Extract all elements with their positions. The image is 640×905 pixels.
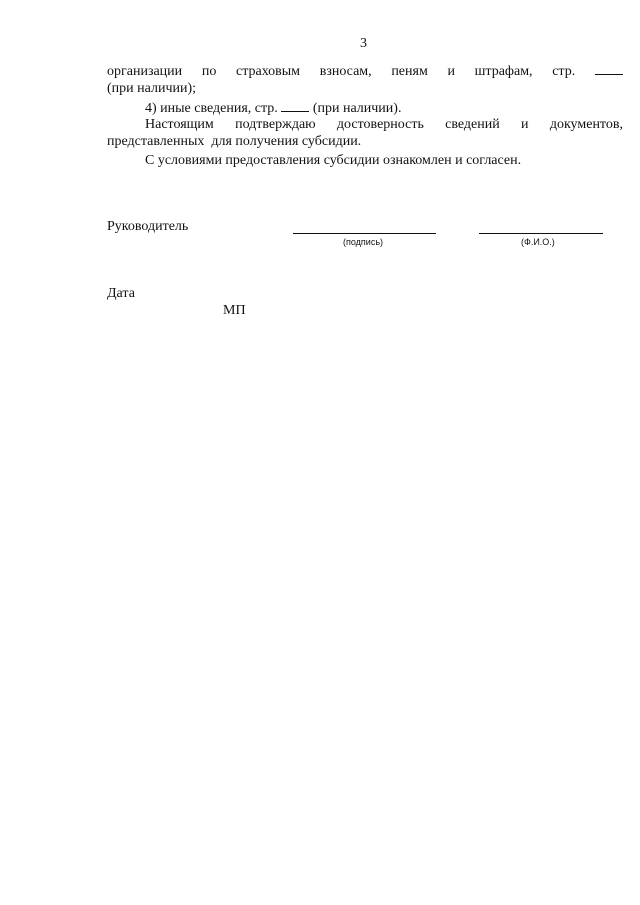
blank-line <box>595 62 623 75</box>
word: документов, <box>549 117 623 132</box>
paragraph-line-1 <box>107 62 623 80</box>
word: сведений <box>445 117 500 132</box>
item-4-text: 4) иные сведения, стр. <box>145 101 278 116</box>
confirm-line-2: представленных для получения субсидии. <box>107 134 362 149</box>
word: и <box>521 117 529 132</box>
item-4-suffix: (при наличии). <box>312 101 402 116</box>
word: организации <box>107 64 183 79</box>
word: Настоящим <box>145 117 214 132</box>
word: достоверность <box>336 117 424 132</box>
date-label: Дата <box>107 286 135 301</box>
signature-line <box>293 233 436 234</box>
word: страховым <box>235 64 301 79</box>
word: взносам, <box>319 64 372 79</box>
confirm-line-1 <box>145 116 623 133</box>
stamp-label: МП <box>223 303 246 318</box>
word: пеням <box>391 64 428 79</box>
item-4 <box>145 99 401 117</box>
word: и <box>447 64 455 79</box>
name-line <box>479 233 603 234</box>
paragraph-line-2: (при наличии); <box>107 81 197 96</box>
name-caption: (Ф.И.О.) <box>521 237 555 247</box>
agreement-text: С условиями предоставления субсидии ознакомлен и согласен. <box>145 153 522 168</box>
word: стр. <box>552 64 576 79</box>
blank-line <box>281 99 309 112</box>
page-number: 3 <box>360 36 367 51</box>
word: штрафам, <box>474 64 533 79</box>
word: подтверждаю <box>235 117 316 132</box>
role-label: Руководитель <box>107 219 189 234</box>
signature-caption: (подпись) <box>343 237 384 247</box>
word: по <box>201 64 217 79</box>
